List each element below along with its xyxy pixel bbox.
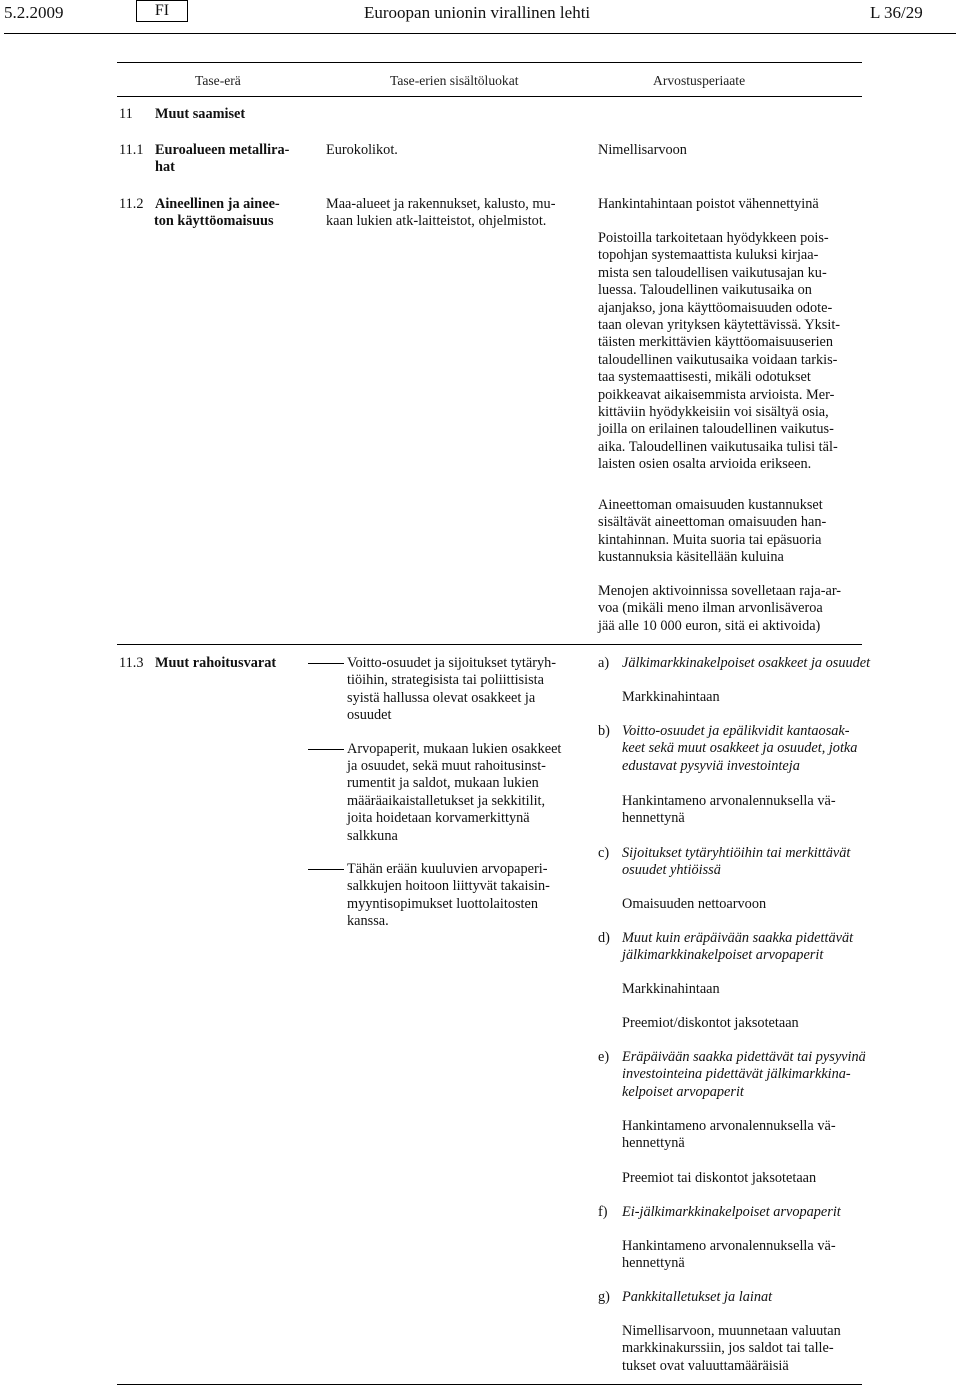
item-label: c): [598, 845, 610, 861]
row-11-1-title: Euroalueen metallira- hat: [155, 142, 290, 176]
row-11-1-valuation: Nimellisarvoon: [598, 142, 687, 158]
column-header-contents: Tase-erien sisältöluokat: [390, 73, 519, 88]
paragraph-line: topohjan systemaattista kuluksi kirjaa-: [598, 247, 819, 264]
item-label: e): [598, 1049, 610, 1065]
item-label: f): [598, 1204, 608, 1220]
item-label: d): [598, 930, 610, 946]
row-11-2-valuation-title: Hankintahintaan poistot vähennettyinä: [598, 196, 819, 212]
paragraph-line: taloudellinen vaikutusaika voidaan tarkis-: [598, 351, 838, 368]
header-date: 5.2.2009: [4, 3, 64, 22]
paragraph-line: kittäviin hyödykkeisiin voi sisältyä osia,: [598, 404, 829, 421]
item-value: Markkinahintaan: [622, 981, 720, 997]
item-value: Omaisuuden nettoarvoon: [622, 896, 767, 912]
page-number: L 36/29: [870, 3, 923, 22]
depreciation-paragraph: [598, 230, 863, 474]
paragraph-line: jää alle 10 000 euron, sitä ei aktivoida): [598, 617, 821, 634]
row-11-number: 11: [119, 106, 133, 122]
item-value-note: Preemiot tai diskontot jaksotetaan: [622, 1170, 817, 1186]
item-label: a): [598, 655, 610, 671]
row-11-2-number: 11.2: [119, 196, 144, 212]
item-label: b): [598, 723, 610, 739]
item-value: Hankintameno arvonalennuksella vä- hennettynä: [622, 793, 836, 827]
journal-title: Euroopan unionin virallinen lehti: [364, 3, 591, 22]
paragraph-line: Aineettoman omaisuuden kustannukset: [598, 497, 823, 513]
paragraph-line: aika. Taloudellinen vaikutusaika tulisi täl-: [598, 438, 838, 455]
item-title: Muut kuin eräpäivään saakka pidettävät jälkimarkkinakelpoiset arvopaperit: [622, 930, 854, 964]
row-11-3-number: 11.3: [119, 655, 144, 671]
dash-bullet: [308, 663, 344, 664]
item-title: Sijoitukset tytäryhtiöihin tai merkittävät osuudet yhtiöissä: [622, 845, 851, 879]
column-header-item: Tase-erä: [195, 73, 241, 88]
dash-list-item: Arvopaperit, mukaan lukien osakkeet ja osuudet, sekä muut rahoitusinst- rumentit ja saldot, mukaan lukien määräaikaistalletukset ja sekkitilit, joita hoidetaan korvamerkittynä salkkuna: [308, 741, 588, 845]
paragraph-line: kintahinnan. Muita suoria tai epäsuoria: [598, 531, 822, 548]
item-title: Pankkitalletukset ja lainat: [622, 1289, 773, 1305]
item-value-note: Preemiot/diskontot jaksotetaan: [622, 1015, 799, 1031]
capitalisation-threshold-paragraph: [598, 583, 863, 635]
item-title: Jälkimarkkinakelpoiset osakkeet ja osuudet: [622, 655, 871, 671]
item-value: Nimellisarvoon, muunnetaan valuutan markkinakurssiin, jos saldot tai talle- tukset ovat valuuttamääräisiä: [622, 1323, 841, 1374]
item-title: Ei-jälkimarkkinakelpoiset arvopaperit: [622, 1204, 841, 1220]
item-value: Hankintameno arvonalennuksella vä- hennettynä: [622, 1238, 836, 1272]
paragraph-line: sisältävät aineettoman omaisuuden han-: [598, 514, 827, 531]
row-11-1-content: Eurokolikot.: [326, 142, 398, 158]
row-11-2-content: Maa-alueet ja rakennukset, kalusto, mu- kaan lukien atk-laitteistot, ohjelmistot.: [326, 196, 556, 230]
paragraph-line: Poistoilla tarkoitetaan hyödykkeen pois-: [598, 230, 829, 246]
item-label: g): [598, 1289, 610, 1305]
paragraph-line: ajanjakso, jona käyttöomaisuuden odote-: [598, 299, 833, 316]
item-value: Markkinahintaan: [622, 689, 720, 705]
paragraph-line: mista sen taloudellisen vaikutusajan ku-: [598, 264, 827, 281]
table-top-rule: [117, 62, 862, 63]
row-11-1-number: 11.1: [119, 142, 144, 158]
column-header-valuation: Arvostusperiaate: [653, 73, 746, 88]
paragraph-line: Menojen aktivoinnissa sovelletaan raja-ar-: [598, 583, 842, 599]
item-value: Hankintameno arvonalennuksella vä- hennettynä: [622, 1118, 836, 1152]
dash-list-item: Voitto-osuudet ja sijoitukset tytäryh- tiöihin, strategisista tai poliittisista syistä hallussa olevat osakkeet ja osuudet: [308, 655, 588, 725]
item-title: Voitto-osuudet ja epälikvidit kantaosak- keet sekä muut osakkeet ja osuudet, jotka edustavat pysyviä investointeja: [622, 723, 858, 774]
paragraph-line: taa systemaattisesti, mikäli odotukset: [598, 369, 811, 386]
row-11-2-title: Aineellinen ja ainee- ton käyttöomaisuus: [154, 196, 280, 230]
paragraph-line: kustannuksia käsitellään kuluina: [598, 549, 784, 566]
dash-list-item: Tähän erään kuuluvien arvopaperi- salkkujen hoitoon liittyvät takaisin- myyntisopimukset luottolaitosten kanssa.: [308, 861, 588, 931]
row-11-title: Muut saamiset: [155, 106, 246, 122]
intangible-assets-paragraph: [598, 497, 863, 567]
language-box: [136, 0, 188, 22]
row-11-3-content-list: [308, 655, 588, 931]
row-11-3-title: Muut rahoitusvarat: [155, 655, 277, 671]
paragraph-line: poikkeavat aikaisemmista arvioista. Mer-: [598, 386, 835, 403]
table-bottom-rule: [117, 1384, 862, 1385]
dash-bullet: [308, 869, 344, 870]
paragraph-line: luessa. Taloudellinen vaikutusaika on: [598, 282, 812, 299]
paragraph-line: joilla on erilainen taloudellinen vaikutus-: [598, 421, 834, 438]
paragraph-line: taan olevan yrityksen käytettävissä. Yksit-: [598, 317, 841, 334]
item-title: Eräpäivään saakka pidettävät tai pysyvinä investointeina pidettävät jälkimarkkina- kelpoiset arvopaperit: [622, 1049, 866, 1100]
table-header-rule: [117, 96, 862, 97]
paragraph-line: täisten merkittävien käyttöomaisuuserien: [598, 334, 834, 351]
dash-bullet: [308, 749, 344, 750]
paragraph-line: voa (mikäli meno ilman arvonlisäveroa: [598, 600, 823, 617]
language-code: FI: [154, 2, 170, 19]
row-separator: [117, 644, 862, 645]
header-rule: [4, 33, 956, 34]
paragraph-line: laisten osien osalta arvioida erikseen.: [598, 456, 812, 473]
